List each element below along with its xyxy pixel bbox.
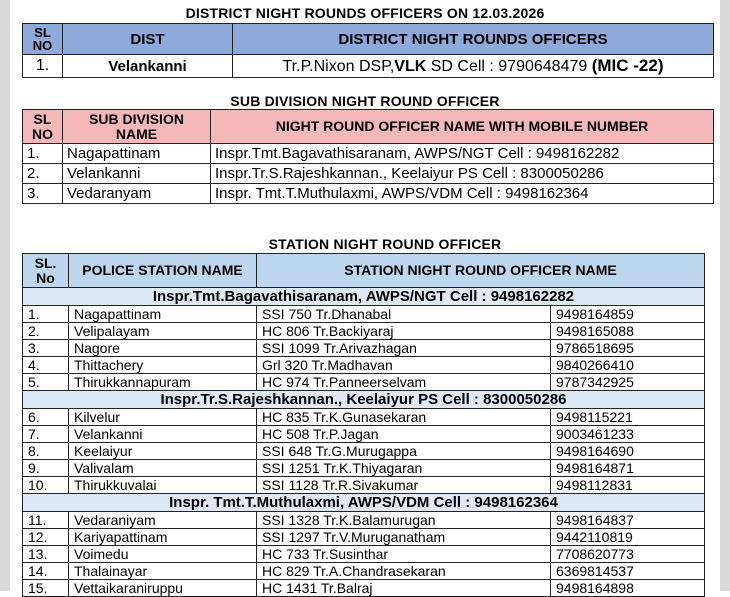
district-header-officers: DISTRICT NIGHT ROUNDS OFFICERS <box>233 24 714 55</box>
district-sl: 1. <box>23 55 63 78</box>
district-title: DISTRICT NIGHT ROUNDS OFFICERS ON 12.03.2026 <box>185 5 545 21</box>
district-officer-prefix: Tr.P.Nixon DSP, <box>282 58 395 75</box>
row-sl: 11. <box>23 512 69 529</box>
subdivision-header-officer: NIGHT ROUND OFFICER NAME WITH MOBILE NUMBER <box>211 110 714 144</box>
subdivision-row <box>23 144 714 164</box>
table-row <box>23 512 705 529</box>
row-officer: SSI 1297 Tr.V.Muruganatham <box>257 529 551 546</box>
district-officer-tag: (MIC -22) <box>591 56 664 75</box>
row-phone: 9787342925 <box>551 374 705 391</box>
subdivision-row <box>23 164 714 184</box>
table-row <box>23 426 705 443</box>
row-phone: 9498115221 <box>551 409 705 426</box>
row-phone: 9442110819 <box>551 529 705 546</box>
row-officer: HC 1431 Tr.Balraj <box>257 580 551 597</box>
row-phone: 9840266410 <box>551 357 705 374</box>
subdivision-header-sl: SL NO <box>23 110 63 144</box>
row-sl: 10. <box>23 477 69 494</box>
row-station: Velankanni <box>69 426 257 443</box>
row-phone: 9498112831 <box>551 477 705 494</box>
station-group-row <box>23 391 705 409</box>
station-group-heading: Inspr.Tr.S.Rajeshkannan., Keelaiyur PS Cell : 8300050286 <box>23 391 705 409</box>
district-header-dist: DIST <box>63 24 233 55</box>
subdivision-row <box>23 184 714 204</box>
station-group-heading: Inspr.Tmt.Bagavathisaranam, AWPS/NGT Cell : 9498162282 <box>23 288 705 306</box>
table-row <box>23 563 705 580</box>
district-officer-bold: VLK <box>394 58 427 75</box>
row-officer: HC 829 Tr.A.Chandrasekaran <box>257 563 551 580</box>
row-station: Velipalayam <box>69 323 257 340</box>
district-header-sl: SL NO <box>23 24 63 55</box>
subdivision-sl: 3. <box>23 184 63 204</box>
subdivision-officers-table <box>22 109 714 204</box>
row-sl: 6. <box>23 409 69 426</box>
table-row <box>23 409 705 426</box>
table-row <box>23 357 705 374</box>
station-header-row <box>23 254 705 288</box>
row-sl: 2. <box>23 323 69 340</box>
row-station: Voimedu <box>69 546 257 563</box>
row-officer: HC 733 Tr.Susinthar <box>257 546 551 563</box>
district-row <box>23 55 714 78</box>
row-station: Kilvelur <box>69 409 257 426</box>
row-sl: 13. <box>23 546 69 563</box>
row-phone: 9498164898 <box>551 580 705 597</box>
table-row <box>23 460 705 477</box>
row-sl: 15. <box>23 580 69 597</box>
subdivision-officer: Inspr.Tr.S.Rajeshkannan., Keelaiyur PS Cell : 8300050286 <box>211 164 714 184</box>
row-officer: HC 835 Tr.K.Gunasekaran <box>257 409 551 426</box>
row-phone: 9003461233 <box>551 426 705 443</box>
row-officer: HC 806 Tr.Backiyaraj <box>257 323 551 340</box>
station-group-row <box>23 494 705 512</box>
row-officer: Grl 320 Tr.Madhavan <box>257 357 551 374</box>
station-header-sl: SL. No <box>23 254 69 288</box>
row-sl: 7. <box>23 426 69 443</box>
row-station: Keelaiyur <box>69 443 257 460</box>
row-station: Thittachery <box>69 357 257 374</box>
row-phone: 9498164837 <box>551 512 705 529</box>
row-officer: SSI 750 Tr.Dhanabal <box>257 306 551 323</box>
row-station: Thalainayar <box>69 563 257 580</box>
row-sl: 5. <box>23 374 69 391</box>
row-officer: SSI 1251 Tr.K.Thiyagaran <box>257 460 551 477</box>
row-officer: HC 508 Tr.P.Jagan <box>257 426 551 443</box>
row-station: Valivalam <box>69 460 257 477</box>
row-officer: HC 974 Tr.Panneerselvam <box>257 374 551 391</box>
row-sl: 8. <box>23 443 69 460</box>
district-header-row <box>23 24 714 55</box>
table-row <box>23 477 705 494</box>
row-officer: SSI 1099 Tr.Arivazhagan <box>257 340 551 357</box>
row-officer: SSI 648 Tr.G.Murugappa <box>257 443 551 460</box>
row-sl: 3. <box>23 340 69 357</box>
station-group-row <box>23 288 705 306</box>
district-officers-table <box>22 23 714 78</box>
row-sl: 9. <box>23 460 69 477</box>
table-row <box>23 529 705 546</box>
station-header-officer: STATION NIGHT ROUND OFFICER NAME <box>257 254 705 288</box>
row-sl: 1. <box>23 306 69 323</box>
row-station: Nagore <box>69 340 257 357</box>
right-frame-border <box>720 0 730 591</box>
row-phone: 9786518695 <box>551 340 705 357</box>
row-station: Thirukkuvalai <box>69 477 257 494</box>
subdivision-sl: 2. <box>23 164 63 184</box>
table-row <box>23 443 705 460</box>
row-station: Nagapattinam <box>69 306 257 323</box>
subdivision-name: Velankanni <box>63 164 211 184</box>
subdivision-officer: Inspr.Tmt.Bagavathisaranam, AWPS/NGT Cell : 9498162282 <box>211 144 714 164</box>
row-phone: 7708620773 <box>551 546 705 563</box>
row-phone: 9498164690 <box>551 443 705 460</box>
row-phone: 6369814537 <box>551 563 705 580</box>
subdivision-title: SUB DIVISION NIGHT ROUND OFFICER <box>230 93 500 109</box>
subdivision-header-row <box>23 110 714 144</box>
row-station: Vedaraniyam <box>69 512 257 529</box>
table-row <box>23 374 705 391</box>
subdivision-sl: 1. <box>23 144 63 164</box>
row-sl: 4. <box>23 357 69 374</box>
row-sl: 14. <box>23 563 69 580</box>
row-station: Vettaikaraniruppu <box>69 580 257 597</box>
subdivision-name: Vedaranyam <box>63 184 211 204</box>
row-phone: 9498165088 <box>551 323 705 340</box>
row-station: Thirukkannapuram <box>69 374 257 391</box>
station-officers-table <box>22 253 705 597</box>
table-row <box>23 306 705 323</box>
table-row <box>23 546 705 563</box>
district-officer-rest: SD Cell : 9790648479 <box>426 58 592 75</box>
row-officer: SSI 1128 Tr.R.Sivakumar <box>257 477 551 494</box>
station-group-heading: Inspr. Tmt.T.Muthulaxmi, AWPS/VDM Cell : 9498162364 <box>23 494 705 512</box>
station-header-station: POLICE STATION NAME <box>69 254 257 288</box>
row-officer: SSI 1328 Tr.K.Balamurugan <box>257 512 551 529</box>
table-row <box>23 323 705 340</box>
left-frame-border <box>0 0 10 591</box>
subdivision-officer: Inspr. Tmt.T.Muthulaxmi, AWPS/VDM Cell : 9498162364 <box>211 184 714 204</box>
row-sl: 12. <box>23 529 69 546</box>
row-station: Kariyapattinam <box>69 529 257 546</box>
district-officer <box>233 55 714 78</box>
row-phone: 9498164859 <box>551 306 705 323</box>
row-phone: 9498164871 <box>551 460 705 477</box>
table-row <box>23 580 705 597</box>
subdivision-header-name: SUB DIVISION NAME <box>63 110 211 144</box>
district-name: Velankanni <box>63 55 233 78</box>
station-title: STATION NIGHT ROUND OFFICER <box>268 236 502 252</box>
table-row <box>23 340 705 357</box>
subdivision-name: Nagapattinam <box>63 144 211 164</box>
